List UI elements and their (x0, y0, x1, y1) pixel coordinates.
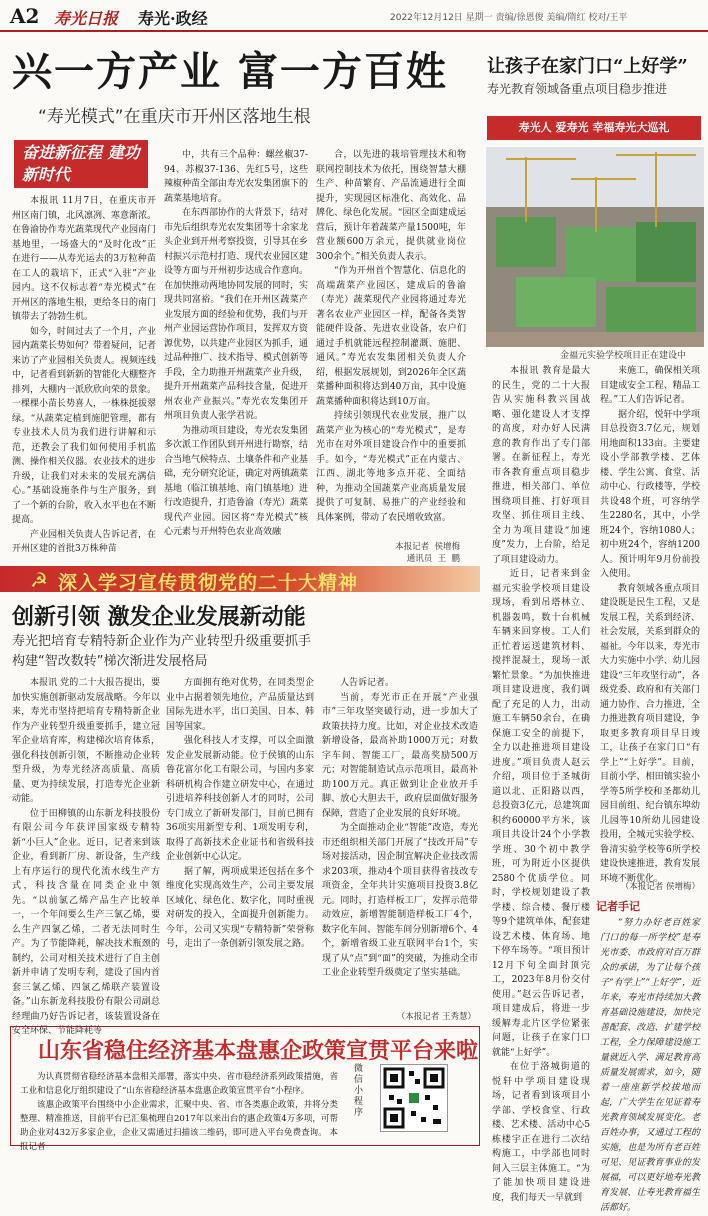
paragraph: 为全面推动企业“智能”改造，寿光市还组织相关部门开展了“技改开局”专场对接活动，因企制宜解决企业技改需求203项，推动4个项目获得省技改专项资金，全年共计实施项目投资3.8亿元。同时，打造样板工厂，发挥示范带动效应，新增智能制造样板工厂4个，数字化车间、智能车间分别新增6个、4个，新增省级工业互联网平台1个，实现了从“点”到“面”的突破，为推动全市工业企业转型升级奠定了坚实基础。 (322, 823, 478, 978)
second-subheadline-b: 构建“智改数转”梯次渐进发展格局 (12, 654, 208, 669)
lead-column-1 (12, 194, 156, 562)
second-byline: （本报记者 王秀慧） (396, 1012, 476, 1022)
dateline: 2022年12月12日 星期一 责编/徐恩俊 美编/隋红 校对/王平 (390, 13, 628, 23)
section-title: 寿光·政经 (138, 9, 208, 28)
second-column-1 (12, 676, 160, 1036)
paragraph: 在位于洛城街道的悦轩中学项目建设现场，记者看到该项目小学部、学校食堂、行政楼、艺术楼、活动中心5栋楼宇正在进行二次结构施工，中学部也同时间入三层主体施工。“为了能加快项目建设进度，我们每天一早就到 (492, 1062, 590, 1203)
paragraph: 持续引领现代农业发展，推广以蔬菜产业为核心的“寿光模式”，是寿光市在对外项目建设合作中的重要抓手。如今，“寿光模式”正在内蒙古、江西、湖北等地多点开花、全面结种，为推动全国蔬菜产业高质量发展提供了可复制、易推广的产业经验和具体案例，带动了农民增收致富。 (316, 411, 466, 523)
party-banner-text: 深入学习宣传贯彻党的二十大精神 (58, 572, 359, 594)
right-headline: 让孩子在家门口“上好学” (487, 56, 688, 77)
paragraph: 为认真贯彻省稳经济基本盘相关部署，落实中央、省市稳经济系列政策措施，省工业和信息化厅组织建设了“山东省稳经济基本盘惠企政策宣贯平台”小程序。 (20, 1072, 338, 1096)
paragraph: 强化科技人才支撑，可以全面激发企业发展新动能。位于侯镇的山东鲁花富尔化工有限公司，与国内多家科研机构合作建立研发中心，在通过引进培养科技创新人才的同时，公司专门成立了新研发部门，目前已拥有36项实用新型专利、1项发明专利，取得了高新技术企业证书和省级科技企业创新中心认定。 (166, 736, 314, 862)
lead-byline: 本报记者 侯增梅 通讯员 王 鹏 (395, 542, 460, 564)
paragraph: 在东西部协作的大背景下，结对市先后组织寿光农发集团等十余家龙头企业到开州考察投资，引导其在乡村振兴示范村打造、现代农业园区建设等方面与开州初步达成合作意向。在加快推动两地协同发展的同时，实现共同富裕。“我们在开州区蔬菜产业发展方面的经验和优势，我们与开州产业园运营协作项目，发挥双方资源优势，以共建产业园区为抓手，通过品种推广、技术指导、模式创新等手段，全力助推开州蔬菜产业升级，提升开州蔬菜产品科技含量，促进开州农业产业振兴。”寿光农发集团开州项目负责人张学君说。 (164, 208, 309, 421)
second-column-3 (322, 676, 478, 1006)
second-column-2 (166, 676, 314, 1020)
reporter-note-heading: 记者手记 (596, 900, 640, 913)
paragraph: 中，共有三个品种：螺丝椒37-94、苏椒37-136、先红5号，这些辣椒种苗全部由寿光农发集团旗下的蔬菜基地培育。 (164, 150, 309, 204)
construction-photo (486, 147, 704, 347)
paragraph: 该惠企政策平台围绕中小企业需求，汇聚中央、省、市各类惠企政策，并将分类整理、精准推送，目前平台已汇集梳理自2017年以来出台的惠企政策4万多项，可帮助企业对432万多家企业，企业又需通过扫描该二维码，即可进入平台免费查询。 本报记者 (20, 1100, 338, 1152)
right-banner: 寿光人 爱寿光 幸福寿光大巡礼 (487, 116, 701, 140)
paragraph: 本报讯 教育是最大的民生，党的二十大报告从实施科教兴国战略、强化建设人才支撑的高度，对办好人民满意的教育作出了专门部署。在新征程上，寿光市各教育重点项目稳步推进，相关部门、单位围绕项目推、打好项目攻坚、抓住项目主线、全力为项目建设“加速度”发力，上台阶，给足了项目建设动力。 (492, 366, 590, 565)
paragraph: 据了解，两项成果还包括在多个维度化实现高效生产，公司主要发展区域化、绿色化、数字化，同时重视对研发的投入，全面提升创新能力。今年，公司又实现“专精特新”荣誉称号，走出了一条创新引领发展之路。 (166, 866, 314, 949)
paragraph: 来施工，确保相关项目建成安全工程、精品工程。”工人们告诉记者。 (600, 366, 700, 405)
paragraph: 近日，记者来到金福元实验学校项目建设现场，看到吊塔林立、机器轰鸣，数十台机械车辆来回穿梭。工人们正忙着运送建筑材料、搅拌混凝土，现场一派繁忙景象。“为加快推进项目建设进度，我们调配了充足的人力，出动施工车辆50余台，在确保施工安全的前提下，全力以赴推进项目建设进度。”项目负责人赵云介绍，项目位于圣城街道以北、正阳路以西，总投资3亿元，总建筑面积约60000平方米，该项目共设计24个小学教学班、30个初中教学班，可为附近小区提供2580个优质学位。同时，学校规划建设了教学楼、综合楼、餐厅楼等9个建筑单体，配套建设艺术楼、体育场、地下停车场等。“项目预计12月下旬全面封顶完工，2023年8月份交付使用。”赵云告诉记者，项目建成后，将进一步缓解寿北片区学位紧张问题，让孩子在家门口就能“上好学”。 (492, 569, 590, 1058)
paragraph: 当前，寿光市正在开展“产业强市”三年攻坚突破行动，进一步加大了政策扶持力度。比如，对企业技术改造新增设备，最高补助1000万元；对数字车间、智能工厂，最高奖励500万元；对智能制造试点示范项目，最高补助100万元。真正做到让企业放开手脚、放心大胆去干，政府层面做好服务保障，营造了企业发展的良好环境。 (322, 692, 478, 819)
paragraph: 位于田柳镇的山东新龙科技股份有限公司今年获评国家级专精特新“小巨人”企业。近日，记者来到该企业，看到新厂房、新设备，生产线上有序运行的现代化流水线生产方式，科技含量在同类企业中领先。“以前氯乙烯产品生产比较单一，一个年间要么生产三氯乙烯，要么生产四氯乙烯，二者无法同时生产。为了节能降耗，解决技术瓶颈的制约，公司对相关技术进行了自主创新并申请了发明专利，建设了国内首套三氯乙烯、四氯乙烯联产装置设备。”山东新龙科技股份有限公司副总经理曲乃好告诉记者，该装置设备在安全环保、节能降耗等 (12, 808, 160, 1036)
hammer-sickle-icon: ☭ (30, 568, 48, 592)
paragraph: “努力办好老百姓家门口的每一所学校”是寿光市委、市政府对百万群众的承诺，为了让每个孩子“有学上”“上好学”，近年来，寿光市持续加大教育基础设施建设，加快完善配套、改造、扩建学校工程，全力保障建设施工量就近入学、满足教育高质量发展需求，如今，随着一座座新学校拔地而起，广大学生在见证着寿光教育领域发展变化。老百姓办事，又通过工程的实施，也是为所有老百姓可见、见证教育事业的发展福，可以更好地寿光教育发展、让寿光教育福生活都好。 (600, 918, 700, 1213)
ad-text (20, 1070, 338, 1154)
photo-caption: 金福元实验学校项目正在建设中 (560, 351, 687, 361)
second-headline: 创新引领 激发企业发展新动能 (12, 604, 306, 630)
ad-title: 山东省稳住经济基本盘惠企政策宣贯平台来啦 (38, 1038, 479, 1064)
paragraph: 产业园相关负责人告诉记者，在开州区建的首批3万株种苗 (12, 529, 157, 554)
lead-column-2 (164, 148, 308, 562)
paragraph: 合，以先进的栽培管理技术和物联网控制技术为依托，围绕智慧大棚生产、种苗繁育、产品流通进行全面提升，实现园区标准化、高效化、品牌化、绿色化发展。“园区全面建成运营后，预计年着蔬菜产量1500吨，年营业额600万余元，提供就业岗位300余个。”相关负责人表示。 (316, 150, 466, 262)
qr-label: 微信小程序 (354, 1064, 364, 1118)
paragraph: 人告诉记者。 (340, 678, 395, 688)
paragraph: 为推动项目建设，寿光农发集团多次派工作团队到开州进行勘察，结合当地气候特点、土壤条件和产业基础，充分研究论证，确定对两镇蔬菜基地（临江镇基地、南门镇基地）进行改造提升，打造鲁渝（寿光）蔬菜现代产业园。园区将“寿光模式”核心元素与开州特色农业高效融 (164, 425, 309, 537)
right-byline: （本报记者 侯增梅） (620, 882, 700, 892)
lead-column-3 (316, 148, 466, 534)
lead-subheadline: “寿光模式”在重庆市开州区落地生根 (38, 107, 311, 127)
reporter-note (600, 916, 700, 1213)
newspaper-logo: 寿光日报 (54, 9, 119, 28)
lead-banner: 奋进新征程 建功新时代 (14, 140, 148, 188)
lead-headline: 兴一方产业 富一方百姓 (12, 48, 448, 95)
paragraph: “作为开州首个智慧化、信息化的高端蔬菜产业园区，建成后的鲁渝（寿光）蔬菜现代产业园将通过寿光著名农业产业园区一样，配备各类智能硬件设备、先进农业设备，农户们通过手机就能远程控制灌溉、施肥、通风。”寿光农发集团相关负责人介绍，根据发展规划，到2026年全区蔬菜播种面积将达到40万亩，其中设施蔬菜播种面积将达到10万亩。 (316, 266, 466, 407)
page-number: A2 (10, 4, 40, 28)
qr-code-icon[interactable] (380, 1064, 448, 1132)
paragraph: 本报讯 党的二十大报告提出，要加快实施创新驱动发展战略。今年以来，寿光市坚持把培育专精特新企业作为产业转型升级重要抓手，建立冠军企业培育库，构建梯次培育体系，强化科技创新引领，不断推动企业转型升级，为寿光经济高质量、高质量、更为持续发展，打造寿光企业新动能。 (12, 678, 160, 804)
paragraph: 方面拥有绝对优势，在同类型企业中占据着领先地位，产品质量达到国际先进水平，出口美国、日本、韩国等国家。 (166, 678, 314, 732)
right-column-2 (600, 364, 700, 884)
paragraph: 本报讯 11月7日，在重庆市开州区南门镇，北风凛冽、寒意渐浓。在鲁渝协作寿光蔬菜现代产业园南门基地里，一场盛大的“及时化改”正在进行——从寿光运去的3万粒种苗在工人的栽培下，正式“入驻”产业园内。这不仅标志着“寿光模式”在开州区的落地生根，更给冬日的南门镇带去了勃勃生机。 (12, 196, 157, 322)
right-column-1 (492, 364, 590, 1203)
paragraph: 据介绍，悦轩中学项目总投资3.7亿元，规划用地面积133亩。主要建设小学部教学楼、艺体楼、学生公寓、食堂、活动中心、行政楼等，学校共设48个班，可容纳学生2280名，其中，小学班24个，容纳1080人；初中班24个，容纳1200人。预计明年9月份前投入使用。 (600, 409, 700, 579)
right-subheadline: 寿光教育领域备重点项目稳步推进 (487, 82, 668, 96)
paragraph: 教育领域各重点项目建设既是民生工程，又是发展工程，关系到经济、社会发展，关系到群众的福祉。今年以来，寿光市大力实施中小学、幼儿园建设“三年攻坚行动”，各级党委、政府和有关部门通力协作、合力推进，全力推进教育项目建设，争取更多教育项目早日竣工，让孩子在家门口“有学上”“上好学”。目前，目前小学、相田镇实验小学等5所学校和圣都幼儿园目前组、纪台镇东埠幼儿园等10所幼儿园建设投用，全城元实验学校、鲁清实验学校等6所学校建设快速推进，教育发展环境不断优化。 (600, 583, 700, 884)
paragraph: 如今，时间过去了一个月，产业园内蔬菜长势如何？带着疑问，记者来访了产业园相关负责人。视频连线中，记者看到新新的智能化大棚整齐排列，大棚内一派欣欣向荣的景象。一棵棵小苗长势喜人，一株株挺拔翠绿。“从蔬菜定植到施肥管理，都有专业技术人员为我们进行讲解和示范，还教会了我们如何使用手机监测、操作相关仪器。农业技术的进步升级，让我们对未来的发展充满信心。”基础设施条件与生产服务，到了一个新的台阶，收入水平也在不断提高。 (12, 326, 157, 525)
second-subheadline-a: 寿光把培育专精特新企业作为产业转型升级重要抓手 (12, 634, 312, 649)
